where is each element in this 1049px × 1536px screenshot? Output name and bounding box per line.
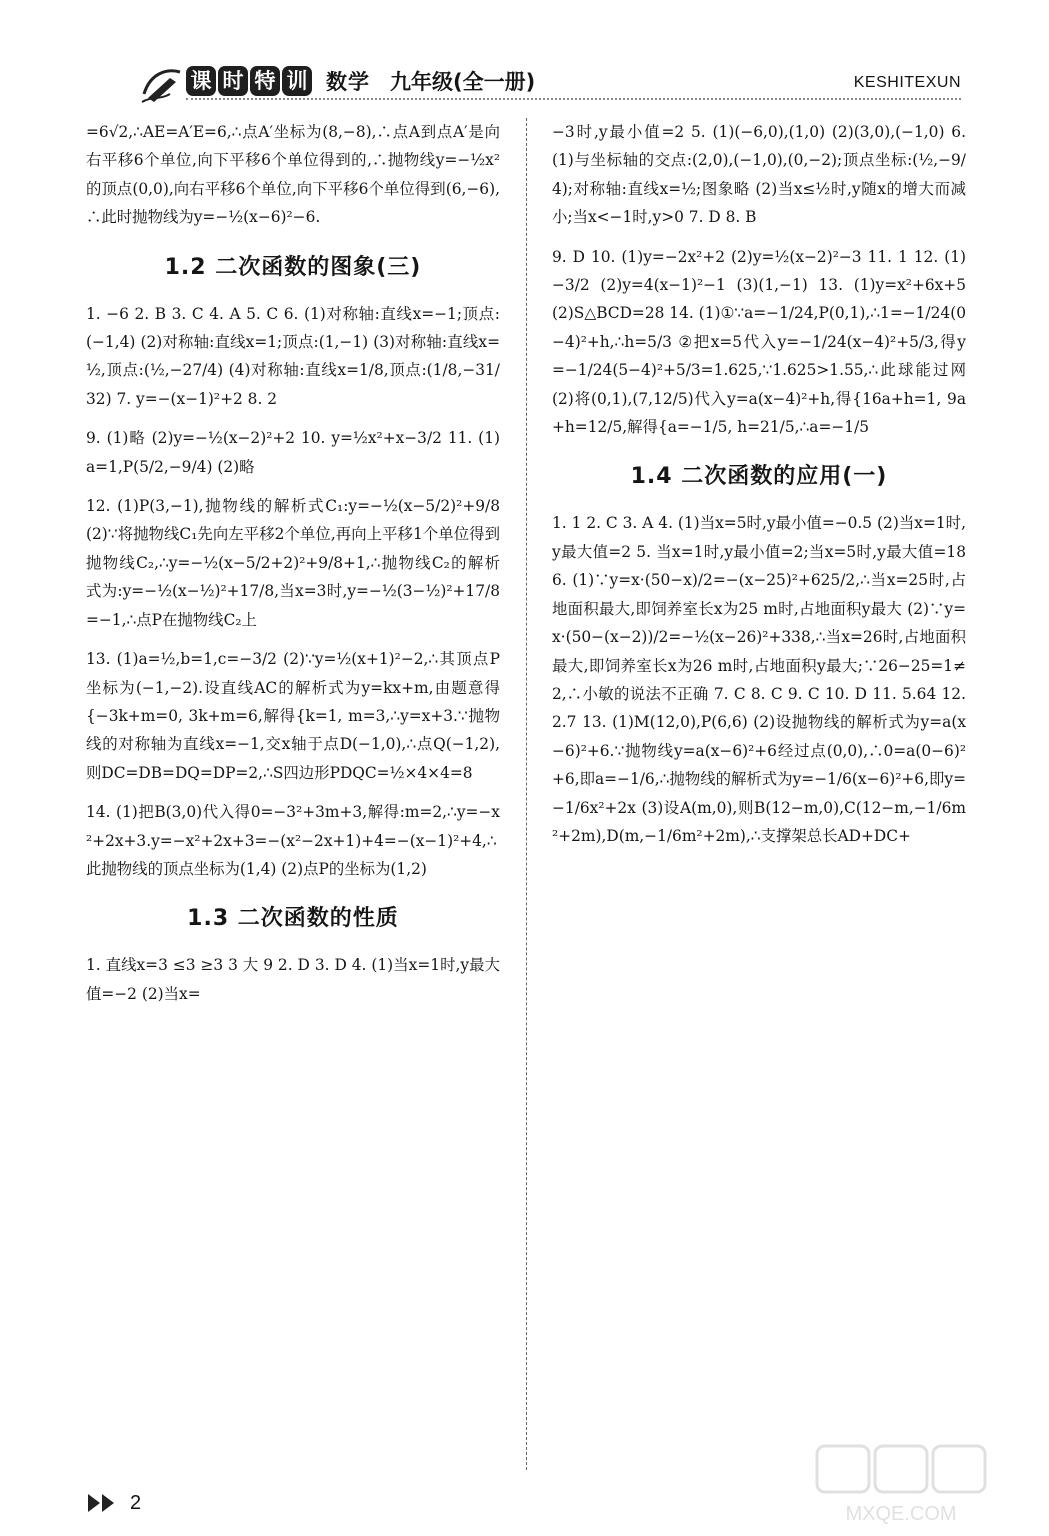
answer-paragraph: −3时,y最小值=2 5. (1)(−6,0),(1,0) (2)(3,0),(−1,0) 6. (1)与坐标轴的交点:(2,0),(−1,0),(0,−2);顶点坐标:(½,−9/4);对称轴:直线x=½;图象略 (2)当x≤½时,y随x的增大而减小;当x<−1时,y>0 7. D 8. B: [552, 123, 966, 227]
answer-paragraph: 13. (1)a=½,b=1,c=−3/2 (2)∵y=½(x+1)²−2,∴其顶点P坐标为(−1,−2).设直线AC的解析式为y=kx+m,由题意得{−3k+m=0, 3k+m=6,解得{k=1, m=3,∴y=x+3.∵抛物线的对称轴为直线x=−1,交x轴于点D(−1,0),∴点Q(−1,2),则DC=DB=DQ=DP=2,∴S四边形PDQC=½×4×4=8: [86, 650, 500, 782]
answer-paragraph: 9. D 10. (1)y=−2x²+2 (2)y=½(x−2)²−3 11. 1 12. (1)−3/2 (2)y=4(x−1)²−1 (3)(1,−1) 13. (1)y=x²+6x+5 (2)S△BCD=28 14. (1)①∵a=−1/24,P(0,1),∴1=−1/24(0−4)²+h,∴h=5/3 ②把x=5代入y=−1/24(x−4)²+5/3,得y=−1/24(5−4)²+5/3=1.625,∵1.625>1.55,∴此球能过网 (2)将(0,1),(7,12/5)代入y=a(x−4)²+h,得{16a+h=1, 9a+h=12/5,解得{a=−1/5, h=21/5,∴a=−1/5: [552, 247, 966, 437]
page-number: 2: [130, 1492, 142, 1514]
subject-label: 数学: [326, 70, 370, 94]
brand-char: 特: [250, 66, 280, 96]
brand-logo: [186, 66, 312, 98]
left-column: [86, 118, 500, 1476]
answer-paragraph: 1. −6 2. B 3. C 4. A 5. C 6. (1)对称轴:直线x=−1;顶点:(−1,4) (2)对称轴:直线x=1;顶点:(1,−1) (3)对称轴:直线x=½,顶点:(½,−27/4) (4)对称轴:直线x=1/8,顶点:(1/8,−31/32) 7. y=−(x−1)²+2 8. 2: [86, 304, 500, 408]
brand-char: 时: [218, 66, 248, 96]
grade-label: 九年级(全一册): [390, 70, 536, 94]
brand-char: 训: [282, 66, 312, 96]
header-divider: [186, 98, 961, 100]
double-arrow-icon: [86, 1492, 120, 1514]
pen-hand-icon: [140, 64, 186, 104]
answer-paragraph: 1. 1 2. C 3. A 4. (1)当x=5时,y最小值=−0.5 (2)当x=1时,y最大值=2 5. 当x=1时,y最小值=2;当x=5时,y最大值=18 6. (1)∵y=x·(50−x)/2=−(x−25)²+625/2,∴当x=25时,占地面积最大,即饲养室长x为25 m时,占地面积y最大 (2)∵y=x·(50−(x−2))/2=−½(x−26)²+338,∴当x=26时,占地面积最大,即饲养室长x为26 m时,占地面积y最大;∵26−25=1≠2,∴小敏的说法不正确 7. C 8. C 9. C 10. D 11. 5.64 12. 2.7 13. (1)M(12,0),P(6,6) (2)设抛物线的解析式为y=a(x−6)²+6.∵抛物线y=a(x−6)²+6经过点(0,0),∴0=a(0−6)²+6,即a=−1/6,∴抛物线的解析式为y=−1/6(x−6)²+6,即y=−1/6x²+2x (3)设A(m,0),则B(12−m,0),C(12−m,−1/6m²+2m),D(m,−1/6m²+2m),∴支撑架总长AD+DC+: [552, 514, 966, 845]
watermark-text: MXQE.COM: [845, 1503, 957, 1525]
right-column: [552, 118, 966, 1476]
section-heading: 1.3 二次函数的性质: [187, 906, 399, 932]
page-footer: [86, 1486, 141, 1520]
answer-paragraph: =6√2,∴AE=A′E=6,∴点A′坐标为(8,−8),∴点A到点A′是向右平移6个单位,向下平移6个单位得到的,∴抛物线y=−½x²的顶点(0,0),向右平移6个单位,向下平移6个单位得到(6,−6),∴此时抛物线为y=−½(x−6)²−6.: [86, 123, 500, 227]
answer-paragraph: 14. (1)把B(3,0)代入得0=−3²+3m+3,解得:m=2,∴y=−x²+2x+3.y=−x²+2x+3=−(x²−2x+1)+4=−(x−1)²+4,∴此抛物线的顶点坐标为(1,4) (2)点P的坐标为(1,2): [86, 803, 500, 878]
section-heading: 1.4 二次函数的应用(一): [630, 464, 888, 490]
answer-paragraph: 12. (1)P(3,−1),抛物线的解析式C₁:y=−½(x−5/2)²+9/8 (2)∵将抛物线C₁先向左平移2个单位,再向上平移1个单位得到抛物线C₂,∴y=−½(x−5/2+2)²+9/8+1,∴抛物线C₂的解析式为:y=−½(x−½)²+17/8,当x=3时,y=−½(3−½)²+17/8=−1,∴点P在抛物线C₂上: [86, 497, 500, 629]
watermark-logo: [813, 1442, 989, 1528]
answer-paragraph: 9. (1)略 (2)y=−½(x−2)²+2 10. y=½x²+x−3/2 11. (1)a=1,P(5/2,−9/4) (2)略: [86, 429, 500, 476]
series-code: KESHITEXUN: [853, 74, 961, 91]
column-divider: [526, 118, 527, 1470]
brand-char: 课: [186, 66, 216, 96]
section-heading: 1.2 二次函数的图象(三): [164, 254, 422, 280]
answer-paragraph: 1. 直线x=3 ≤3 ≥3 3 大 9 2. D 3. D 4. (1)当x=1时,y最大值=−2 (2)当x=: [86, 956, 500, 1003]
page-header: [0, 58, 1049, 108]
